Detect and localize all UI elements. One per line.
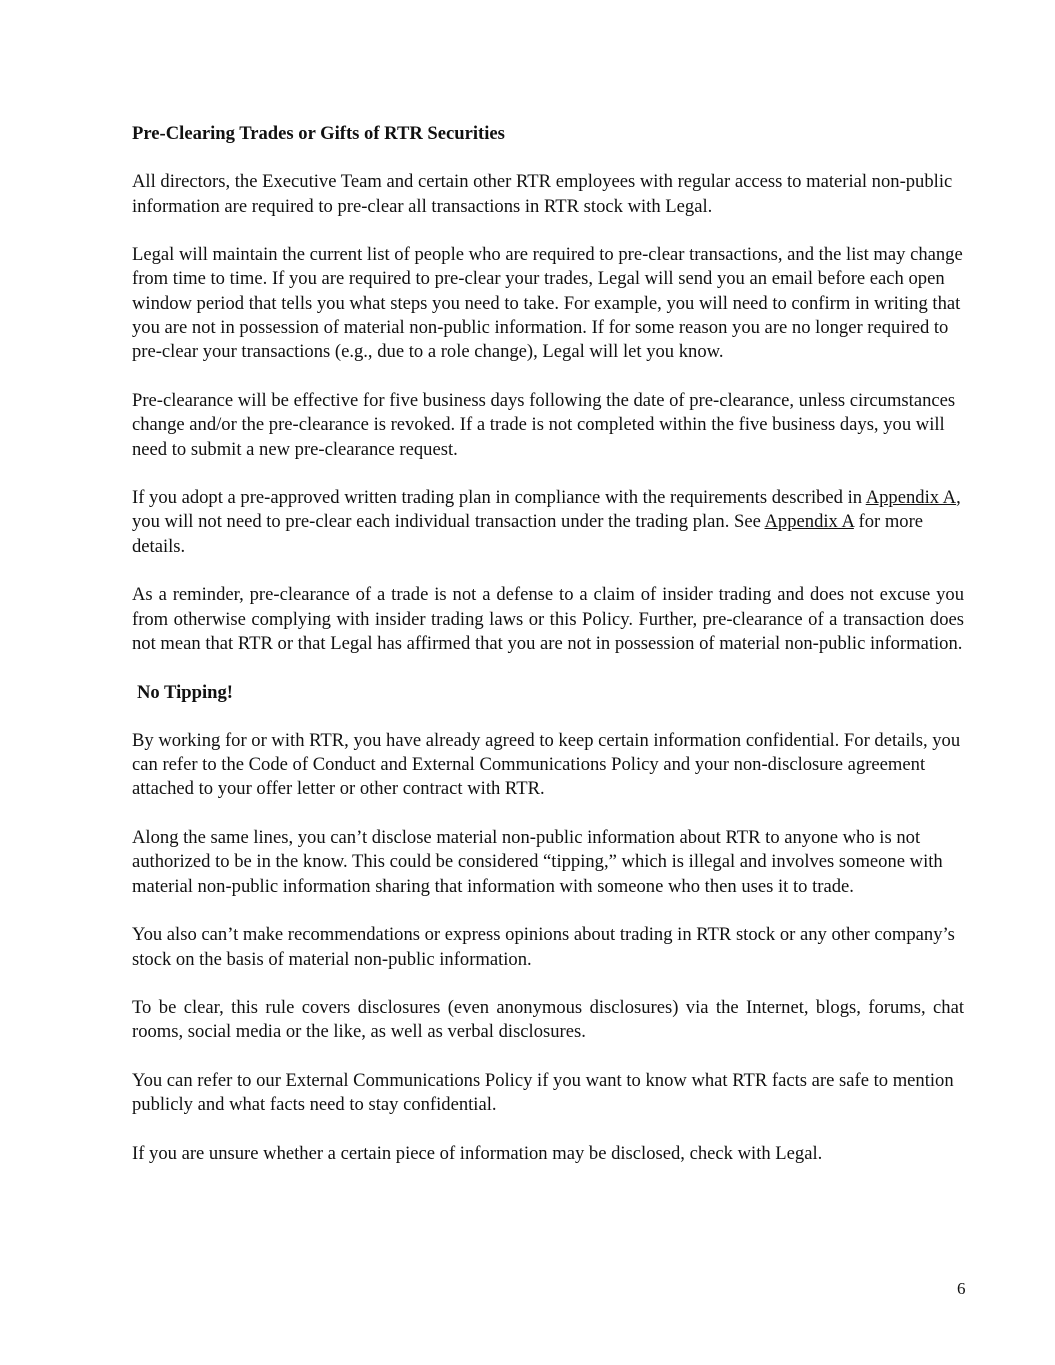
paragraph-confidentiality: By working for or with RTR, you have already agreed to keep certain information confidential. For details, you can refer to the Code of Conduct and External Communications Policy and your non-disclosure agreement attached to your offer letter or other contract with RTR. [132, 729, 961, 800]
appendix-a-link-1[interactable]: Appendix A [865, 487, 957, 509]
paragraph-tipping: Along the same lines, you can’t disclose material non-public information about RTR to anyone who is not authorized to be in the know. This could be considered “tipping,” which is illegal and involves someone with material non-public information sharing that information with someone who then uses it to trade. [132, 827, 943, 897]
page-number: 6 [957, 1279, 966, 1298]
paragraph-pre-clear-list: Legal will maintain the current list of people who are required to pre-clear transactions, and the list may change from time to time. If you are required to pre-clear your trades, Legal will send you an email before each open window period that tells you what steps you need to take. For example, you will need to confirm in writing that you are not in possession of material non-public information. If for some reason you are no longer required to pre-clear your transactions (e.g., due to a role change), Legal will let you know. [132, 244, 963, 363]
paragraph-check-with-legal: If you are unsure whether a certain piece of information may be disclosed, check with Legal. [132, 1142, 823, 1164]
trading-plan-text-b: , you will not need to pre-clear each individual transaction under the trading plan. See [132, 487, 961, 533]
paragraph-recommendations: You also can’t make recommendations or express opinions about trading in RTR stock or any other company’s stock on the basis of material non-public information. [132, 924, 955, 970]
trading-plan-text-a: If you adopt a pre-approved written trading plan in compliance with the requirements described in [132, 487, 866, 509]
appendix-a-link-2[interactable]: Appendix A [764, 511, 854, 533]
section-heading-no-tipping: No Tipping! [137, 681, 233, 703]
trading-plan-text-c: for more details. [132, 511, 924, 557]
paragraph-pre-clear-requirement: All directors, the Executive Team and certain other RTR employees with regular access to material non-public information are required to pre-clear all transactions in RTR stock with Legal. [132, 171, 953, 217]
section-heading-pre-clearing: Pre-Clearing Trades or Gifts of RTR Securities [132, 123, 505, 144]
paragraph-external-communications: You can refer to our External Communications Policy if you want to know what RTR facts are safe to mention publicly and what facts need to stay confidential. [132, 1069, 954, 1116]
paragraph-disclosures: To be clear, this rule covers disclosures (even anonymous disclosures) via the Internet, blogs, forums, chat rooms, social media or the like, as well as verbal disclosures. [132, 997, 964, 1043]
paragraph-reminder: As a reminder, pre-clearance of a trade is not a defense to a claim of insider trading and does not excuse you from otherwise complying with insider trading laws or this Policy. Further, pre-clearance of a transaction does not mean that RTR or that Legal has affirmed that you are not in possession of material non-public information. [132, 584, 964, 654]
paragraph-trading-plan [132, 486, 964, 559]
paragraph-pre-clearance-effective: Pre-clearance will be effective for five business days following the date of pre-clearance, unless circumstances change and/or the pre-clearance is revoked. If a trade is not completed within the five business days, you will need to submit a new pre-clearance request. [132, 389, 956, 460]
document-page [132, 122, 964, 1166]
